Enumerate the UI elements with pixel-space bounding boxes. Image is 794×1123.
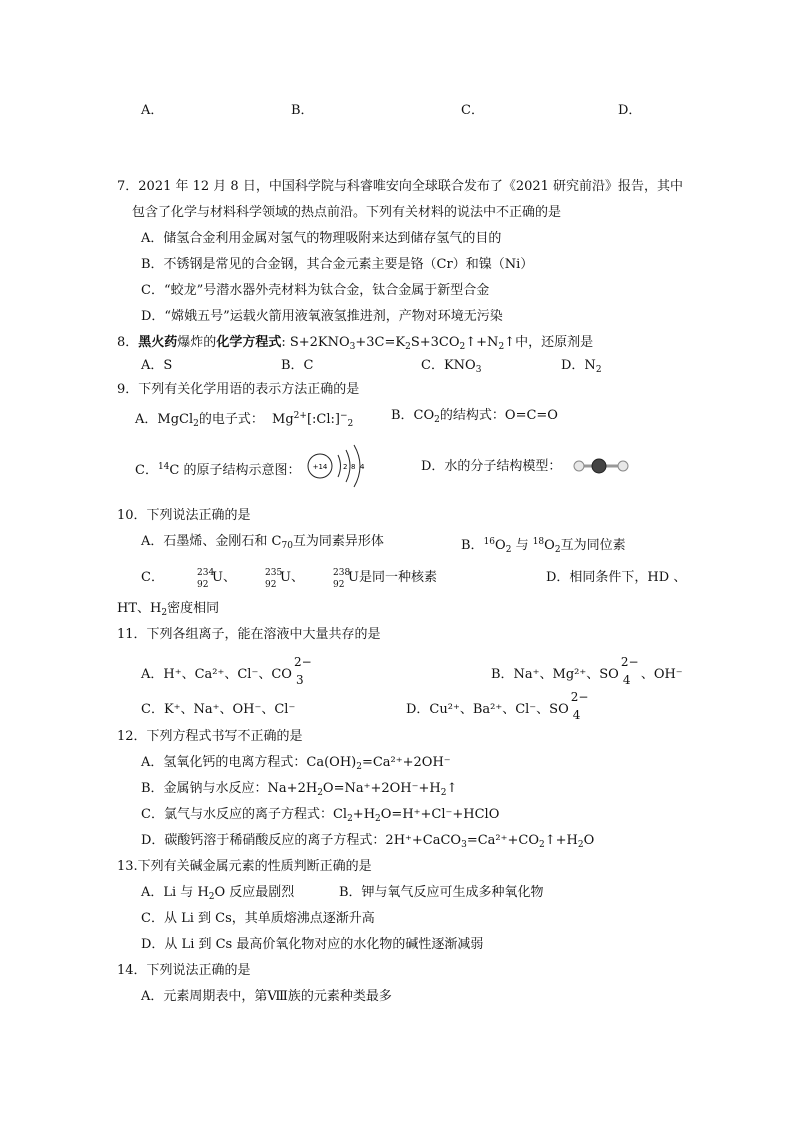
q8-option-a: A．S xyxy=(141,358,173,373)
nuclide-u234: 234 92 U、 xyxy=(197,568,236,590)
q7-option-d: D．“嫦娥五号”运载火箭用液氧液氢推进剂，产物对环境无污染 xyxy=(141,309,503,324)
nucleus-label: +14 xyxy=(312,463,328,471)
q10-option-d: D．相同条件下，HD 、 xyxy=(546,570,687,585)
q8-option-b: B．C xyxy=(281,358,314,373)
q11-option-d: D．Cu²⁺、Ba²⁺、Cl⁻、SO 2− 4 xyxy=(406,690,589,722)
q10-option-a: A．石墨烯、金刚石和 $C_{70}$互为同素异形体 xyxy=(141,534,384,551)
q10-stem: 10．下列说法正确的是 xyxy=(117,508,251,523)
q9-option-a: A．MgCl$_2$的电子式： $Mg^{2+}[:Cl:]^-_2$ xyxy=(135,411,354,429)
q11-stem: 11．下列各组离子，能在溶液中大量共存的是 xyxy=(117,627,381,642)
q9-stem: 9．下列有关化学用语的表示方法正确的是 xyxy=(117,382,360,397)
q11-option-b: B．Na⁺、Mg²⁺、SO 2− 4 、OH⁻ xyxy=(491,655,683,687)
q9-option-b: B．$CO_2$的结构式：O=C=O xyxy=(391,408,558,425)
atom-structure-diagram xyxy=(305,441,375,491)
q7-option-a: A．储氢合金利用金属对氢气的物理吸附来达到储存氢气的目的 xyxy=(141,231,502,246)
q10-option-c: C． xyxy=(141,570,164,585)
q7-option-c: C．“蛟龙”号潜水器外壳材料为钛合金，钛合金属于新型合金 xyxy=(141,283,490,298)
q7-stem: 7．2021 年 12 月 8 日，中国科学院与科睿唯安向全球联合发布了《2021 研究前沿》报告，其中 xyxy=(117,179,684,194)
hydrogen-atom xyxy=(574,461,584,471)
q7-stem-cont: 包含了化学与材料科学领域的热点前沿。下列有关材料的说法中不正确的是 xyxy=(132,205,562,220)
q14-option-a: A．元素周期表中，第Ⅷ族的元素种类最多 xyxy=(141,989,392,1004)
q8-option-d: D．$N_2$ xyxy=(561,358,602,375)
hydrogen-atom xyxy=(618,461,628,471)
q14-stem: 14．下列说法正确的是 xyxy=(117,963,251,978)
q8-option-c: C．$KNO_3$ xyxy=(421,358,482,375)
nuclide-u235: 235 92 U、 xyxy=(265,568,304,590)
shell-1-count: 2 xyxy=(343,463,348,471)
q12-option-a: A．氢氧化钙的电离方程式：$Ca(OH)_2=Ca^{2+}+2OH^-$ xyxy=(141,755,451,772)
q9-option-c: C．$^{14}$C 的原子结构示意图： xyxy=(135,462,301,478)
q13-option-a: A．Li 与 $H_2O$ 反应最剧烈 xyxy=(141,885,295,902)
water-molecule-model xyxy=(571,458,631,474)
mgcl2-electron-formula: $Mg^{2+}[:Cl:]^-_2$ xyxy=(272,411,354,429)
q10-option-b: B．$^{16}O_2$ 与 $^{18}O_2$互为同位素 xyxy=(461,537,626,555)
q11-option-c: C．K⁺、Na⁺、OH⁻、Cl⁻ xyxy=(141,702,296,717)
q13-option-d: D．从 Li 到 Cs 最高价氧化物对应的水化物的碱性逐渐减弱 xyxy=(141,937,484,952)
shell-1 xyxy=(338,455,341,477)
shell-3-count: 4 xyxy=(360,463,365,471)
q13-option-c: C．从 Li 到 Cs，其单质熔沸点逐渐升高 xyxy=(141,911,375,926)
q7-option-b: B．不锈钢是常见的合金钢，其合金元素主要是铬（Cr）和镍（Ni） xyxy=(141,257,534,272)
q8-stem: 8．黑火药爆炸的化学方程式: $S+2KNO_3+3C=K_2S+3CO_2↑+N_2↑$中，还原剂是 xyxy=(117,335,594,352)
oxygen-atom xyxy=(592,459,606,473)
nuclide-u238: 238 92 U是同一种核素 xyxy=(333,568,437,590)
shell-2-count: 8 xyxy=(351,463,356,471)
option-c: C． xyxy=(461,103,484,118)
q12-option-b: B．金属钠与水反应：$Na+2H_2O=Na^++2OH^-+H_2↑$ xyxy=(141,781,458,798)
q13-option-b: B．钾与氧气反应可生成多种氧化物 xyxy=(339,885,544,900)
option-d: D． xyxy=(618,103,642,118)
q12-stem: 12．下列方程式书写不正确的是 xyxy=(117,729,303,744)
option-b: B． xyxy=(291,103,314,118)
q12-option-c: C．氯气与水反应的离子方程式：$Cl_2+H_2O=H^++Cl^-+HClO$ xyxy=(141,807,500,824)
q12-option-d: D．碳酸钙溶于稀硝酸反应的离子方程式：$2H^++CaCO_3=Ca^{2+}+CO_2↑+H_2O$ xyxy=(141,833,595,850)
q10-option-d-cont: HT、$H_2$密度相同 xyxy=(117,601,220,618)
q11-option-a: A．H⁺、Ca²⁺、Cl⁻、CO 2− 3 xyxy=(141,655,312,687)
q9-option-d: D．水的分子结构模型： xyxy=(421,459,562,474)
q13-stem: 13.下列有关碱金属元素的性质判断正确的是 xyxy=(117,859,372,874)
option-a: A． xyxy=(141,103,164,118)
